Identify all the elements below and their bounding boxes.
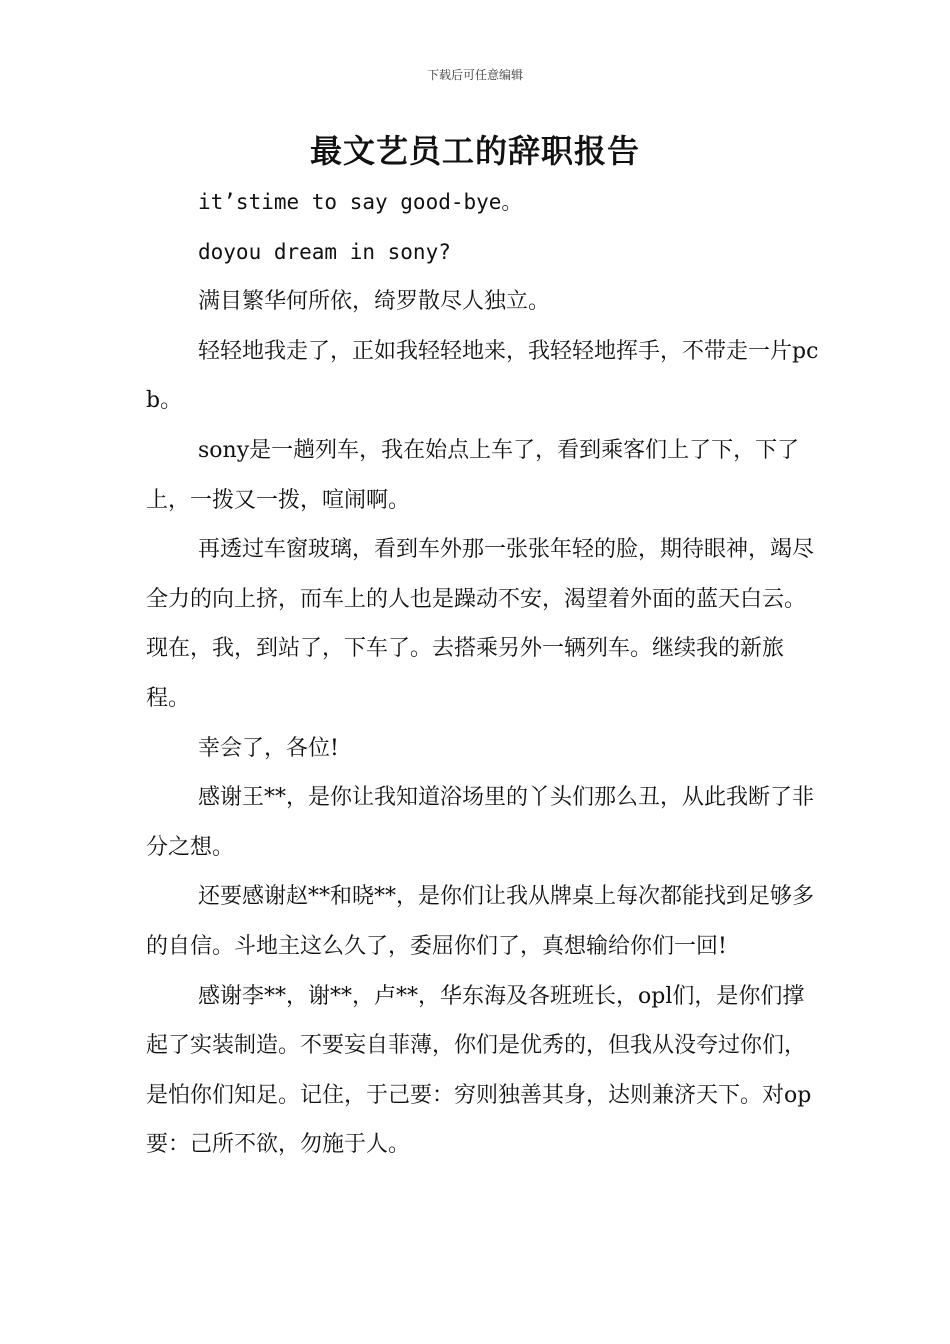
- paragraph: 满目繁华何所依，绮罗散尽人独立。: [198, 289, 551, 315]
- paragraph: 幸会了，各位!: [198, 735, 339, 761]
- document-body: [146, 178, 822, 1170]
- paragraph: sony是一趟列车，我在始点上车了，看到乘客们上了下，下了上，一拨又一拨，喧闹啊。: [146, 437, 800, 513]
- paragraph: 还要感谢赵**和晓**，是你们让我从牌桌上每次都能找到足够多的自信。斗地主这么久了，委屈你们了，真想输给你们一回!: [146, 884, 815, 959]
- paragraph: 再透过车窗玻璃，看到车外那一张张年轻的脸，期待眼神，竭尽全力的向上挤，而车上的人也是躁动不安，渴望着外面的蓝天白云。 现在，我，到站了，下车了。去搭乘另外一辆列车。继续我的新旅程。: [146, 537, 815, 711]
- paragraph: 感谢王**，是你让我知道浴场里的丫头们那么丑，从此我断了非分之想。: [146, 785, 815, 860]
- document-title: 最文艺员工的辞职报告: [309, 132, 640, 170]
- header-note: 下载后可任意编辑: [426, 68, 523, 82]
- paragraph: doyou dream in sony?: [198, 239, 451, 264]
- paragraph: 感谢李**，谢**，卢**，华东海及各班班长，opl们，是你们撑起了实装制造。不要妄自菲薄，你们是优秀的，但我从没夸过你们，是怕你们知足。记住，于己要：穷则独善其身，达则兼济天下。对op要：己所不欲，勿施于人。: [146, 983, 812, 1158]
- paragraph: 轻轻地我走了，正如我轻轻地来，我轻轻地挥手，不带走一片pcb。: [146, 338, 819, 414]
- paragraph: it’stime to say good-bye。: [198, 190, 523, 214]
